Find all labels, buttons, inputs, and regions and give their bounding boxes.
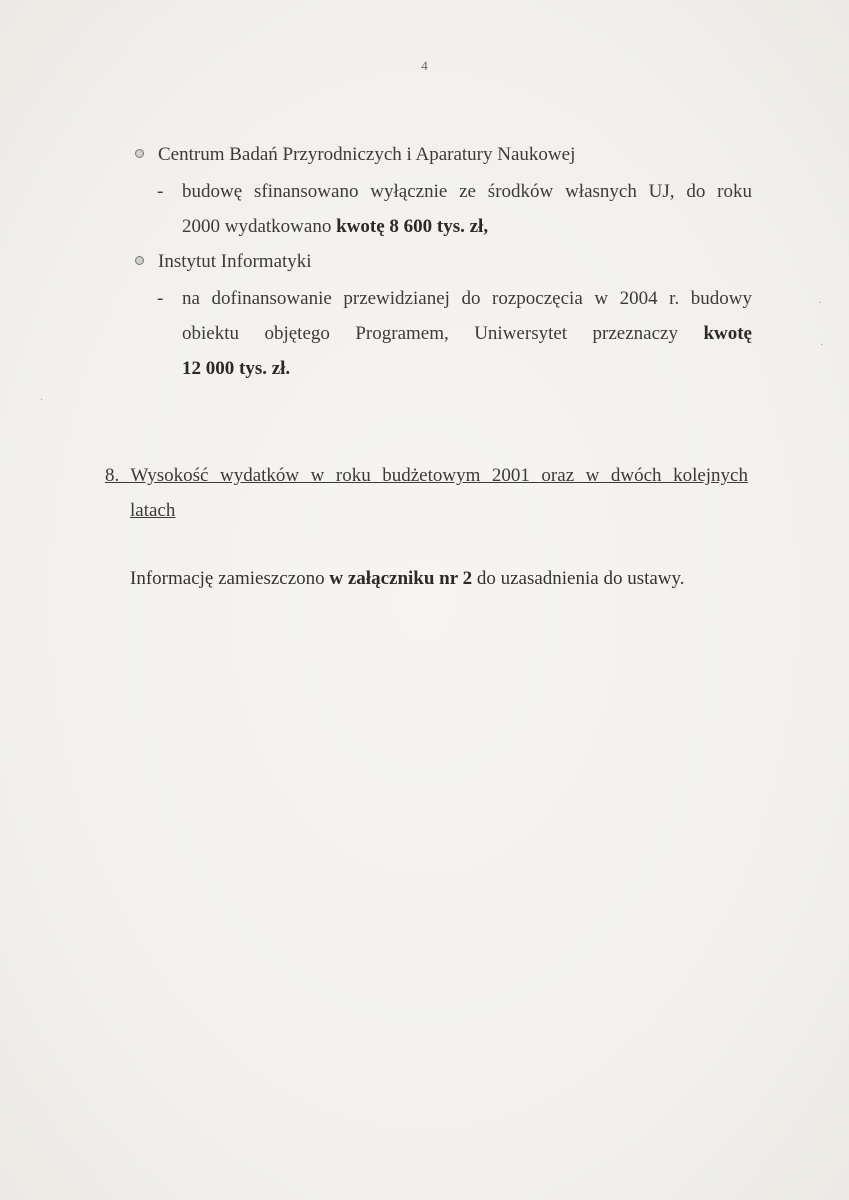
info-text: Informację zamieszczono (130, 568, 330, 589)
dash-marker: - (157, 181, 164, 202)
bullet-title: Instytut Informatyki (158, 251, 312, 272)
sub-text: obiektu objętego Programem, Uniwersytet przeznaczy (182, 323, 704, 344)
bullet-title: Centrum Badań Przyrodniczych i Aparatury Naukowej (158, 144, 576, 165)
sub-line (182, 209, 752, 244)
info-text: do uzasadnienia do ustawy. (472, 568, 685, 589)
bullet-sub-informatyki (157, 281, 752, 386)
bullet-item-informatyki (135, 245, 312, 279)
scan-speck: · (818, 298, 822, 309)
heading-line: latach (130, 500, 176, 521)
sub-line (182, 351, 752, 386)
bullet-sub-centrum (157, 174, 752, 244)
amount-bold: 12 000 tys. zł. (182, 358, 291, 379)
section-heading (105, 458, 748, 528)
info-paragraph (130, 562, 685, 596)
sub-line (182, 316, 752, 351)
sub-text: 2000 wydatkowano (182, 216, 337, 237)
page-number: 4 (421, 58, 428, 73)
sub-line: na dofinansowanie przewidzianej do rozpoczęcia w 2004 r. budowy (182, 288, 752, 309)
dash-marker: - (157, 288, 164, 309)
bullet-icon (135, 149, 144, 158)
amount-bold: kwotę 8 600 tys. zł, (336, 216, 489, 237)
sub-line: budowę sfinansowano wyłącznie ze środków własnych UJ, do roku (182, 181, 752, 202)
scan-speck: · (820, 340, 824, 351)
bullet-item-centrum (135, 138, 575, 172)
amount-bold: kwotę (703, 323, 752, 344)
info-bold: w załączniku nr 2 (329, 568, 473, 589)
bullet-icon (135, 256, 144, 265)
heading-line: 8. Wysokość wydatków w roku budżetowym 2001 oraz w dwóch kolejnych (105, 465, 748, 486)
scan-speck: · (40, 395, 44, 406)
